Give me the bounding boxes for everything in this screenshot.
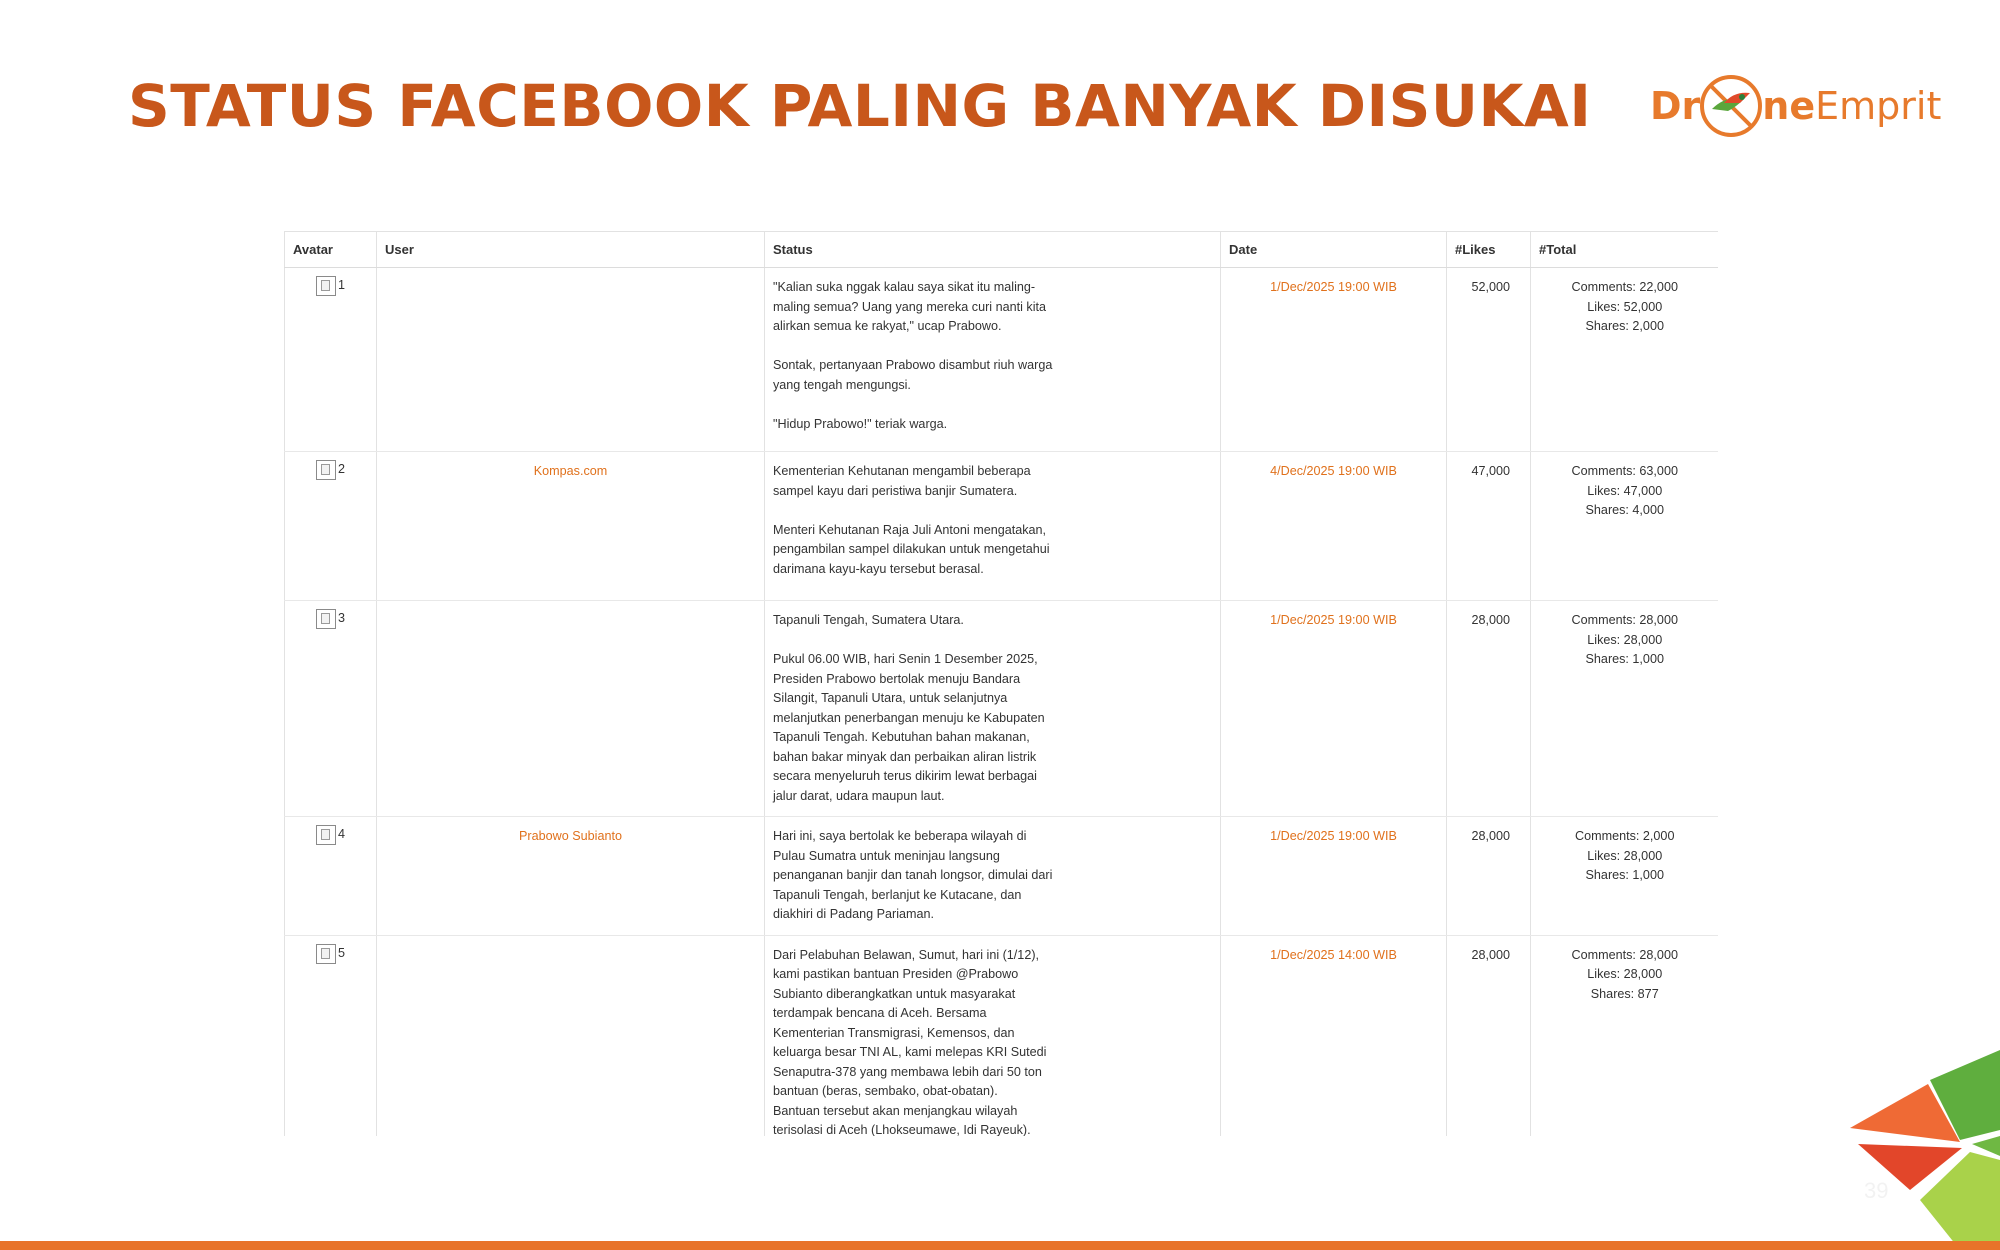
header-likes[interactable]: #Likes xyxy=(1447,232,1531,268)
table-row xyxy=(285,601,1719,817)
table-row xyxy=(285,452,1719,601)
likes-count: Likes: 52,000 xyxy=(1587,299,1663,314)
table-row xyxy=(285,817,1719,936)
status-text: Hari ini, saya bertolak ke beberapa wilayah di Pulau Sumatra untuk meninjau langsung penanganan banjir dan tanah longsor, dimulai dari Tapanuli Tengah, berlanjut ke Kutacane, dan diakhiri di Padang Pariaman. xyxy=(773,829,1056,921)
slide-title: STATUS FACEBOOK PALING BANYAK DISUKAI xyxy=(128,72,1592,140)
shares-count: Shares: 1,000 xyxy=(1585,868,1664,882)
broken-image-icon xyxy=(316,276,336,296)
drone-bird-icon xyxy=(1698,73,1764,139)
date-link[interactable]: 1/Dec/2025 19:00 WIB xyxy=(1221,817,1447,936)
total-cell xyxy=(1531,935,1719,1136)
header-user[interactable]: User xyxy=(377,232,765,268)
avatar-cell xyxy=(285,817,377,936)
comments-count: Comments: 28,000 xyxy=(1571,613,1678,627)
likes-value: 28,000 xyxy=(1447,817,1531,936)
broken-image-icon xyxy=(316,825,336,845)
shares-count: Shares: 2,000 xyxy=(1585,319,1664,333)
corner-decoration-graphic xyxy=(1800,1040,2000,1250)
shares-count: Shares: 4,000 xyxy=(1585,503,1664,517)
bottom-accent-bar xyxy=(0,1241,2000,1250)
user-link[interactable]: Prabowo Subianto xyxy=(377,817,765,936)
date-link[interactable]: 1/Dec/2025 19:00 WIB xyxy=(1221,268,1447,452)
rank-number: 3 xyxy=(337,611,345,625)
status-text: Dari Pelabuhan Belawan, Sumut, hari ini (1/12), kami pastikan bantuan Presiden @Prabowo Subianto diberangkatkan untuk masyarakat terdampak bencana di Aceh. Bersama Kementerian Transmigrasi, Kemensos, dan keluarga besar TNI AL, kami melepas KRI Sutedi Senaputra-378 yang membawa lebih dari 50 ton bantuan (beras, sembako, obat-obatan). Bantuan tersebut akan menjangkau wilayah terisolasi di Aceh (Lhokseumawe, Idi Rayeuk). xyxy=(773,947,1047,1136)
shares-count: Shares: 877 xyxy=(1590,986,1659,1001)
broken-image-icon xyxy=(316,609,336,629)
likes-value: 28,000 xyxy=(1447,935,1531,1136)
user-link[interactable] xyxy=(377,601,765,817)
likes-value: 52,000 xyxy=(1447,268,1531,452)
avatar-cell xyxy=(285,452,377,601)
broken-image-icon xyxy=(316,460,336,480)
table-header-row xyxy=(285,232,1719,268)
avatar-cell xyxy=(285,601,377,817)
likes-count: Likes: 28,000 xyxy=(1587,632,1663,647)
likes-count: Likes: 47,000 xyxy=(1587,483,1663,498)
table-row xyxy=(285,935,1719,1136)
total-cell xyxy=(1531,452,1719,601)
avatar-cell xyxy=(285,268,377,452)
rank-number: 2 xyxy=(337,462,345,476)
user-link[interactable] xyxy=(377,935,765,1136)
date-link[interactable]: 1/Dec/2025 19:00 WIB xyxy=(1221,601,1447,817)
total-cell xyxy=(1531,268,1719,452)
status-text: "Kalian suka nggak kalau saya sikat itu maling-maling semua? Uang yang mereka curi nanti kita alirkan semua ke rakyat," ucap Prabowo. Sontak, pertanyaan Prabowo disambut riuh warga yang tengah mengungsi. "Hidup Prabowo!" teriak warga. xyxy=(773,280,1053,431)
header-total[interactable]: #Total xyxy=(1531,232,1719,268)
user-link[interactable]: Kompas.com xyxy=(377,452,765,601)
comments-count: Comments: 63,000 xyxy=(1571,464,1678,478)
likes-value: 47,000 xyxy=(1447,452,1531,601)
status-text: Tapanuli Tengah, Sumatera Utara. Pukul 06.00 WIB, hari Senin 1 Desember 2025, Presiden Prabowo bertolak menuju Bandara Silangit, Tapanuli Utara, untuk selanjutnya melanjutkan penerbangan menuju ke Kabupaten Tapanuli Tengah. Kebutuhan bahan makanan, bahan bakar minyak dan perbaikan aliran listrik secara menyeluruh terus dikirim lewat berbagai jalur darat, udara maupun laut. xyxy=(773,613,1045,803)
date-link[interactable]: 1/Dec/2025 14:00 WIB xyxy=(1221,935,1447,1136)
date-link[interactable]: 4/Dec/2025 19:00 WIB xyxy=(1221,452,1447,601)
header-status[interactable]: Status xyxy=(765,232,1221,268)
header-avatar[interactable]: Avatar xyxy=(285,232,377,268)
rank-number: 4 xyxy=(337,827,345,841)
total-cell xyxy=(1531,601,1719,817)
likes-count: Likes: 28,000 xyxy=(1587,967,1663,981)
likes-value: 28,000 xyxy=(1447,601,1531,817)
likes-count: Likes: 28,000 xyxy=(1587,848,1663,863)
header-date[interactable]: Date xyxy=(1221,232,1447,268)
comments-count: Comments: 2,000 xyxy=(1575,829,1675,843)
comments-count: Comments: 22,000 xyxy=(1571,280,1678,294)
avatar-cell xyxy=(285,935,377,1136)
rank-number: 5 xyxy=(337,945,345,960)
comments-count: Comments: 28,000 xyxy=(1571,947,1678,962)
facebook-status-table xyxy=(284,231,1718,1136)
user-link[interactable] xyxy=(377,268,765,452)
table-row xyxy=(285,268,1719,452)
rank-number: 1 xyxy=(337,278,345,292)
broken-image-icon xyxy=(316,944,336,964)
total-cell xyxy=(1531,817,1719,936)
status-text: Kementerian Kehutanan mengambil beberapa sampel kayu dari peristiwa banjir Sumatera. Menteri Kehutanan Raja Juli Antoni mengatakan, pengambilan sampel dilakukan untuk mengetahui darimana kayu-kayu tersebut berasal. xyxy=(773,464,1050,576)
drone-emprit-logo: Dr ne Emprit xyxy=(1650,70,1941,142)
shares-count: Shares: 1,000 xyxy=(1585,652,1664,666)
